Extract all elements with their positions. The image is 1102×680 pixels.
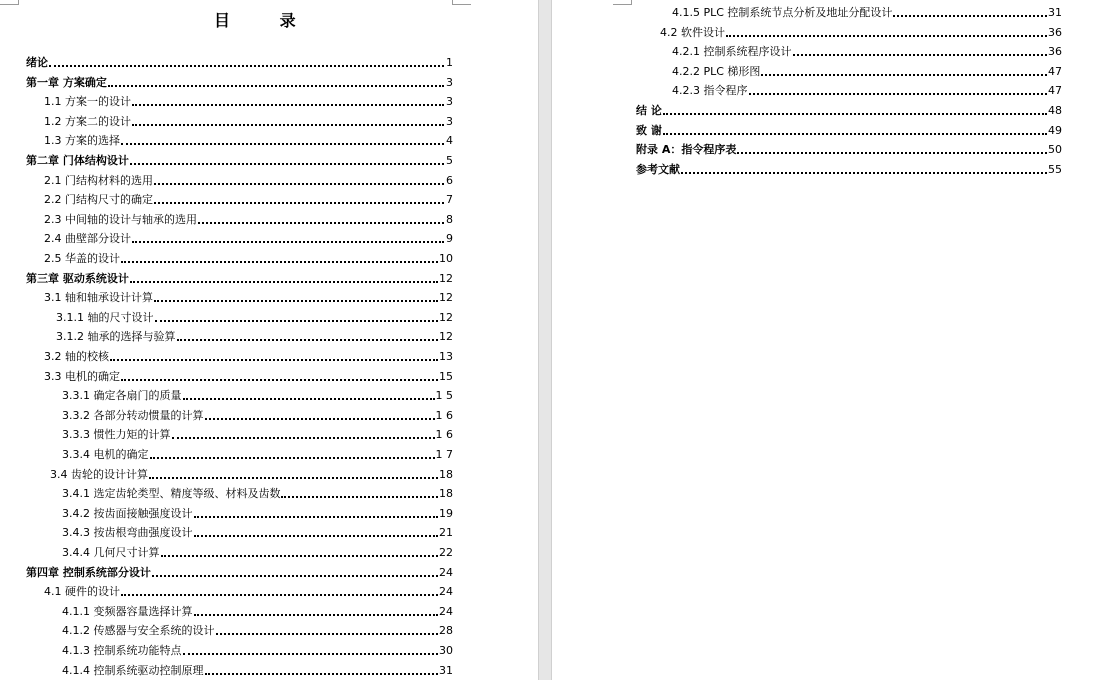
toc-entry-label: 3.3 电机的确定: [44, 369, 120, 383]
toc-dot-leader: [172, 423, 435, 439]
toc-dot-leader: [663, 119, 1047, 135]
toc-entry[interactable]: [660, 22, 1062, 40]
toc-dot-leader: [194, 502, 439, 518]
document-page-right: [552, 0, 1102, 680]
toc-entry[interactable]: [44, 346, 453, 364]
toc-entry[interactable]: [56, 326, 453, 344]
toc-entry-label: 2.3 中间轴的设计与轴承的选用: [44, 212, 197, 226]
toc-page-number: 12: [439, 310, 453, 324]
toc-page-number: 24: [439, 604, 453, 618]
toc-entry-label: 第三章 驱动系统设计: [26, 271, 129, 285]
toc-dot-leader: [205, 659, 439, 675]
toc-page-number: 1 7: [435, 448, 453, 461]
toc-entry-label: 3.3.3 惯性力矩的计算: [62, 428, 171, 442]
toc-entry[interactable]: [26, 150, 453, 168]
toc-page-number: 12: [439, 291, 453, 305]
toc-page-number: 31: [439, 663, 453, 677]
toc-entry[interactable]: [26, 562, 453, 580]
toc-dot-leader: [749, 79, 1048, 95]
toc-entry[interactable]: [62, 385, 453, 403]
toc-entry-label: 3.3.2 各部分转动惯量的计算: [62, 408, 204, 422]
toc-dot-leader: [121, 580, 438, 596]
toc-page-number: 3: [446, 75, 453, 89]
toc-entry-label: 参考文献: [636, 162, 680, 176]
toc-entry-label: 4.1.5 PLC 控制系统节点分析及地址分配设计: [672, 6, 893, 19]
toc-dot-leader: [726, 21, 1047, 37]
toc-entry-label: 结 论: [636, 104, 662, 117]
toc-entry[interactable]: [636, 159, 1062, 177]
toc-dot-leader: [149, 463, 438, 479]
toc-entry-label: 2.2 门结构尺寸的确定: [44, 193, 153, 207]
toc-page-number: 6: [446, 173, 453, 187]
toc-page-number: 1: [446, 56, 453, 69]
toc-entry[interactable]: [50, 464, 453, 482]
toc-dot-leader: [132, 90, 444, 106]
toc-page-number: 12: [439, 271, 453, 285]
toc-dot-leader: [681, 158, 1047, 174]
toc-entry[interactable]: [44, 581, 453, 599]
toc-page-number: 21: [439, 526, 453, 540]
toc-dot-leader: [108, 71, 444, 87]
toc-entry[interactable]: [62, 424, 453, 442]
toc-entry[interactable]: [62, 542, 453, 560]
toc-page-number: 28: [439, 624, 453, 638]
toc-dot-leader: [110, 345, 438, 361]
toc-entry-label: 3.1 轴和轴承设计计算: [44, 291, 153, 305]
toc-page-number: 22: [439, 546, 453, 559]
toc-page-number: 13: [439, 350, 453, 363]
toc-dot-leader: [216, 619, 439, 635]
toc-dot-leader: [793, 40, 1048, 56]
toc-entry[interactable]: [26, 268, 453, 286]
toc-page-number: 48: [1048, 104, 1062, 117]
toc-entry-label: 1.2 方案二的设计: [44, 114, 131, 128]
toc-dot-leader: [194, 521, 439, 537]
toc-dot-leader: [132, 110, 444, 126]
toc-entry-label: 4.2.2 PLC 梯形图: [672, 64, 761, 78]
toc-dot-leader: [150, 443, 435, 459]
toc-entry[interactable]: [62, 522, 453, 540]
page-corner-mark: [452, 0, 471, 5]
page-corner-mark: [0, 0, 19, 5]
toc-entry-label: 3.4.3 按齿根弯曲强度设计: [62, 526, 193, 540]
document-page-left: [0, 0, 538, 680]
toc-dot-leader: [154, 286, 438, 302]
toc-dot-leader: [152, 561, 438, 577]
toc-entry[interactable]: [62, 503, 453, 521]
toc-entry[interactable]: [44, 366, 453, 384]
toc-entry[interactable]: [44, 189, 453, 207]
toc-entry[interactable]: [44, 111, 453, 129]
toc-dot-leader: [49, 51, 444, 67]
toc-entry-label: 3.3.1 确定各扇门的质量: [62, 389, 182, 403]
toc-entry[interactable]: [44, 209, 453, 227]
toc-page-number: 24: [439, 565, 453, 579]
toc-entry-label: 1.3 方案的选择: [44, 134, 120, 148]
toc-page-number: 10: [439, 252, 453, 265]
toc-page-number: 4: [446, 134, 453, 148]
toc-page-number: 1 6: [435, 408, 453, 422]
toc-page-number: 36: [1048, 25, 1062, 39]
toc-dot-leader: [893, 1, 1047, 17]
toc-entry[interactable]: [44, 287, 453, 305]
toc-entry[interactable]: [44, 130, 453, 148]
toc-page-number: 3: [446, 95, 453, 109]
toc-entry-label: 第二章 门体结构设计: [26, 154, 129, 167]
toc-dot-leader: [154, 169, 444, 185]
toc-entry[interactable]: [26, 72, 453, 90]
toc-entry[interactable]: [44, 91, 453, 109]
toc-entry-label: 4.1 硬件的设计: [44, 585, 120, 599]
toc-entry[interactable]: [672, 41, 1062, 59]
toc-page-number: 24: [439, 585, 453, 599]
toc-entry[interactable]: [26, 52, 453, 70]
toc-entry-label: 3.1.2 轴承的选择与验算: [56, 330, 176, 344]
page-gutter: [538, 0, 552, 680]
toc-page-number: 19: [439, 506, 453, 520]
toc-entry-label: 4.1.2 传感器与安全系统的设计: [62, 624, 215, 638]
toc-dot-leader: [130, 149, 444, 165]
toc-entry[interactable]: [672, 2, 1062, 20]
toc-entry-label: 2.4 曲壁部分设计: [44, 232, 131, 246]
toc-dot-leader: [205, 404, 435, 420]
toc-dot-leader: [121, 365, 438, 381]
toc-entry-label: 3.2 轴的校核: [44, 350, 109, 363]
toc-entry-label: 3.4.1 选定齿轮类型、精度等级、材料及齿数: [62, 487, 281, 501]
toc-dot-leader: [761, 60, 1047, 76]
toc-page-number: 50: [1048, 143, 1062, 157]
toc-dot-leader: [121, 247, 438, 263]
toc-dot-leader: [161, 541, 439, 557]
toc-page-number: 49: [1048, 123, 1062, 137]
toc-page-number: 7: [446, 193, 453, 207]
toc-entry-label: 4.1.3 控制系统功能特点: [62, 644, 182, 657]
toc-entry-label: 4.2.1 控制系统程序设计: [672, 45, 792, 59]
toc-entry[interactable]: [62, 620, 453, 638]
toc-page-number: 47: [1048, 84, 1062, 98]
toc-entry-label: 第四章 控制系统部分设计: [26, 565, 151, 579]
toc-entry-label: 3.1.1 轴的尺寸设计: [56, 310, 154, 324]
toc-entry-label: 3.3.4 电机的确定: [62, 448, 149, 461]
toc-entry-label: 3.4.4 几何尺寸计算: [62, 546, 160, 559]
toc-entry[interactable]: [62, 483, 453, 501]
toc-entry-label: 附录 A：指令程序表: [636, 143, 737, 157]
toc-entry-label: 第一章 方案确定: [26, 75, 107, 89]
toc-dot-leader: [194, 600, 439, 616]
toc-dot-leader: [155, 306, 439, 322]
toc-entry-label: 2.5 华盖的设计: [44, 252, 120, 265]
toc-title: 目 录: [214, 11, 318, 30]
toc-entry[interactable]: [44, 228, 453, 246]
page-corner-mark: [613, 0, 632, 5]
toc-page-number: 55: [1048, 162, 1062, 176]
toc-page-number: 5: [446, 154, 453, 167]
toc-dot-leader: [183, 639, 439, 655]
toc-entry[interactable]: [62, 405, 453, 423]
toc-dot-leader: [183, 384, 435, 400]
toc-entry-label: 3.4 齿轮的设计计算: [50, 467, 148, 481]
toc-page-number: 9: [446, 232, 453, 246]
toc-dot-leader: [198, 208, 444, 224]
toc-entry-label: 4.2 软件设计: [660, 25, 725, 39]
toc-entry[interactable]: [672, 80, 1062, 98]
toc-page-number: 1 6: [435, 428, 453, 442]
toc-page-number: 36: [1048, 45, 1062, 59]
toc-page-number: 3: [446, 114, 453, 128]
toc-dot-leader: [121, 129, 444, 145]
toc-entry[interactable]: [636, 120, 1062, 138]
toc-entry[interactable]: [44, 170, 453, 188]
toc-page-number: 47: [1048, 64, 1062, 78]
toc-entry[interactable]: [44, 248, 453, 266]
toc-entry[interactable]: [62, 601, 453, 619]
toc-page-number: 18: [439, 467, 453, 481]
toc-page-number: 8: [446, 212, 453, 226]
toc-entry-label: 绪论: [26, 56, 48, 69]
toc-dot-leader: [130, 267, 438, 283]
toc-page-number: 31: [1048, 6, 1062, 19]
toc-page-number: 12: [439, 330, 453, 344]
toc-entry[interactable]: [636, 139, 1062, 157]
toc-entry-label: 4.1.1 变频器容量选择计算: [62, 604, 193, 618]
toc-entry[interactable]: [56, 307, 453, 325]
toc-entry[interactable]: [672, 61, 1062, 79]
toc-entry-label: 致 谢: [636, 123, 662, 137]
toc-entry-label: 3.4.2 按齿面接触强度设计: [62, 506, 193, 520]
toc-dot-leader: [281, 482, 438, 498]
toc-entry-label: 4.1.4 控制系统驱动控制原理: [62, 663, 204, 677]
toc-entry[interactable]: [62, 640, 453, 658]
toc-page-number: 30: [439, 644, 453, 657]
toc-entry-label: 1.1 方案一的设计: [44, 95, 131, 109]
toc-dot-leader: [132, 227, 444, 243]
toc-entry-label: 4.2.3 指令程序: [672, 84, 748, 98]
toc-entry[interactable]: [62, 444, 453, 462]
toc-entry-label: 2.1 门结构材料的选用: [44, 173, 153, 187]
toc-page-number: 1 5: [435, 389, 453, 403]
toc-entry[interactable]: [636, 100, 1062, 118]
toc-page-number: 18: [439, 487, 453, 501]
toc-entry[interactable]: [62, 660, 453, 678]
toc-dot-leader: [737, 138, 1047, 154]
toc-dot-leader: [177, 325, 439, 341]
toc-dot-leader: [663, 99, 1047, 115]
toc-page-number: 15: [439, 369, 453, 383]
toc-dot-leader: [154, 188, 444, 204]
